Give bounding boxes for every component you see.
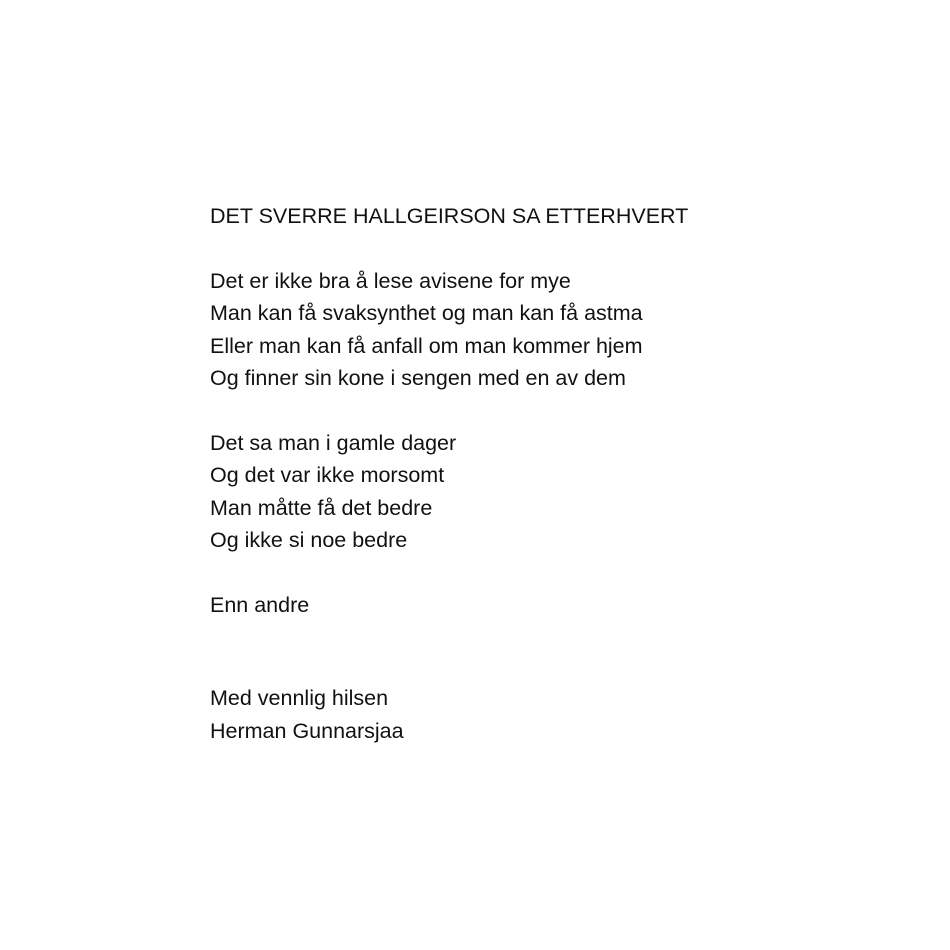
poem-line: Eller man kan få anfall om man kommer hjem xyxy=(210,333,643,358)
stanza-3 xyxy=(210,589,910,621)
author-name: Herman Gunnarsjaa xyxy=(210,718,404,743)
stanza-gap xyxy=(210,394,910,426)
stanza-1 xyxy=(210,265,910,395)
poem-line: Man måtte få det bedre xyxy=(210,495,433,520)
signature-block xyxy=(210,682,910,747)
poem-line: Det er ikke bra å lese avisene for mye xyxy=(210,268,571,293)
poem-line: Og ikke si noe bedre xyxy=(210,528,408,553)
closing-greeting: Med vennlig hilsen xyxy=(210,686,389,711)
stanza-gap xyxy=(210,232,910,264)
poem-line: Og det var ikke morsomt xyxy=(210,463,445,488)
poem-body xyxy=(210,200,910,747)
stanza-gap xyxy=(210,556,910,588)
poem-line: Og finner sin kone i sengen med en av dem xyxy=(210,366,626,391)
poem-line: Man kan få svaksynthet og man kan få astma xyxy=(210,301,643,326)
stanza-2 xyxy=(210,427,910,557)
poem-line: Det sa man i gamle dager xyxy=(210,430,457,455)
poem-title: DET SVERRE HALLGEIRSON SA ETTERHVERT xyxy=(210,204,689,228)
closing-gap xyxy=(210,621,910,682)
poem-line: Enn andre xyxy=(210,592,310,617)
